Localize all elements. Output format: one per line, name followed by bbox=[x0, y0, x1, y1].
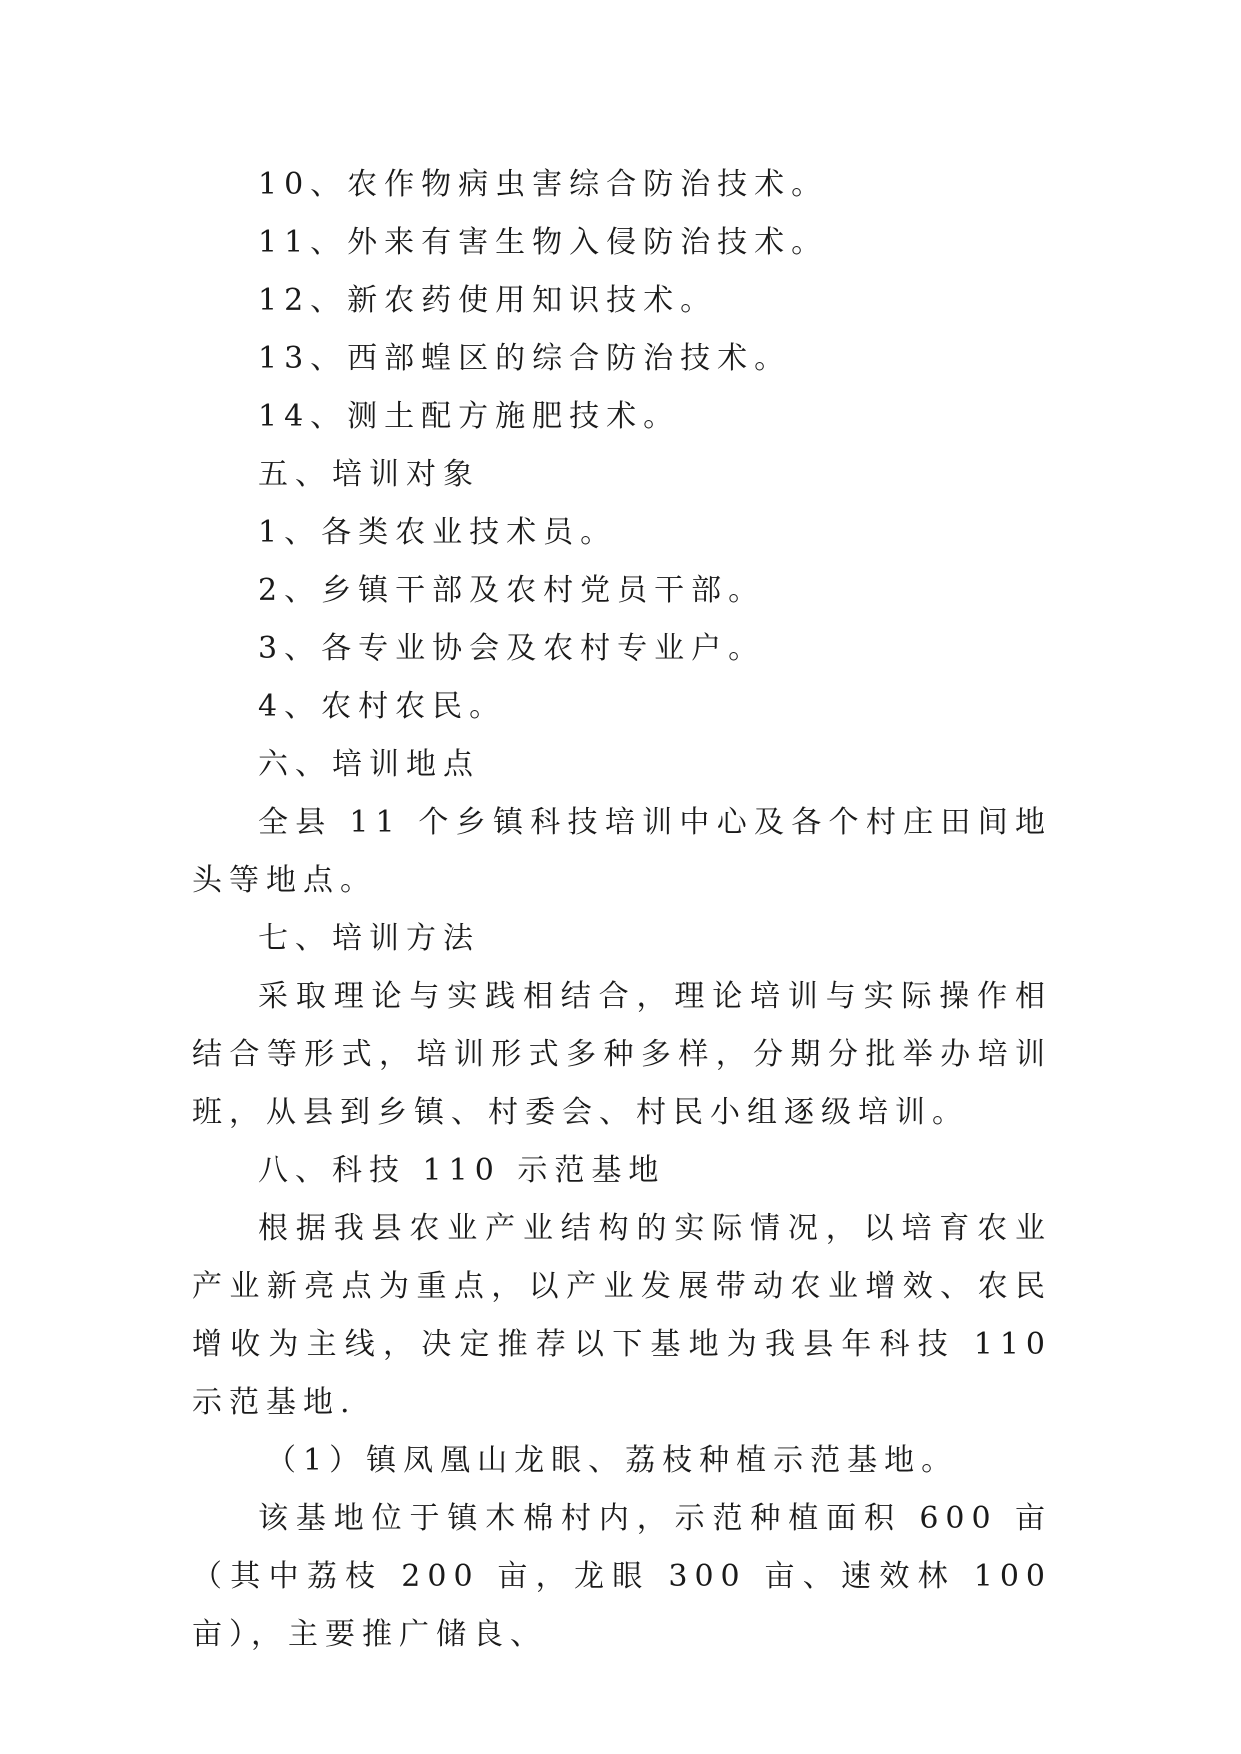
paragraph-target-4: 4、农村农民。 bbox=[258, 689, 507, 724]
document-body bbox=[192, 156, 1052, 1664]
paragraph-target-1: 1、各类农业技术员。 bbox=[258, 515, 618, 550]
paragraph-item-12: 12、新农药使用知识技术。 bbox=[258, 283, 718, 318]
section-heading-demo-base: 八、科技 110 示范基地 bbox=[258, 1153, 666, 1188]
paragraph-demo-base: 根据我县农业产业结构的实际情况，以培育农业产业新亮点为重点，以产业发展带动农业增效、农民增收为主线，决定推荐以下基地为我县年科技 110 示范基地. bbox=[192, 1211, 1052, 1420]
paragraph-target-3: 3、各专业协会及农村专业户。 bbox=[258, 631, 766, 666]
paragraph-demo-base-item-1: （1）镇凤凰山龙眼、荔枝种植示范基地。 bbox=[266, 1443, 959, 1478]
paragraph-target-2: 2、乡镇干部及农村党员干部。 bbox=[258, 573, 766, 608]
paragraph-item-14: 14、测土配方施肥技术。 bbox=[258, 399, 681, 434]
section-heading-training-location: 六、培训地点 bbox=[258, 747, 480, 782]
paragraph-demo-base-detail: 该基地位于镇木棉村内，示范种植面积 600 亩（其中荔枝 200 亩，龙眼 300 亩、速效林 100 亩），主要推广储良、 bbox=[192, 1501, 1052, 1652]
paragraph-item-13: 13、西部蝗区的综合防治技术。 bbox=[258, 341, 792, 376]
section-heading-training-method: 七、培训方法 bbox=[258, 921, 480, 956]
paragraph-item-10: 10、农作物病虫害综合防治技术。 bbox=[258, 167, 829, 202]
paragraph-location: 全县 11 个乡镇科技培训中心及各个村庄田间地头等地点。 bbox=[192, 805, 1052, 898]
section-heading-training-targets: 五、培训对象 bbox=[258, 457, 480, 492]
paragraph-item-11: 11、外来有害生物入侵防治技术。 bbox=[258, 225, 829, 260]
paragraph-method: 采取理论与实践相结合，理论培训与实际操作相结合等形式，培训形式多种多样，分期分批举办培训班，从县到乡镇、村委会、村民小组逐级培训。 bbox=[192, 979, 1052, 1130]
